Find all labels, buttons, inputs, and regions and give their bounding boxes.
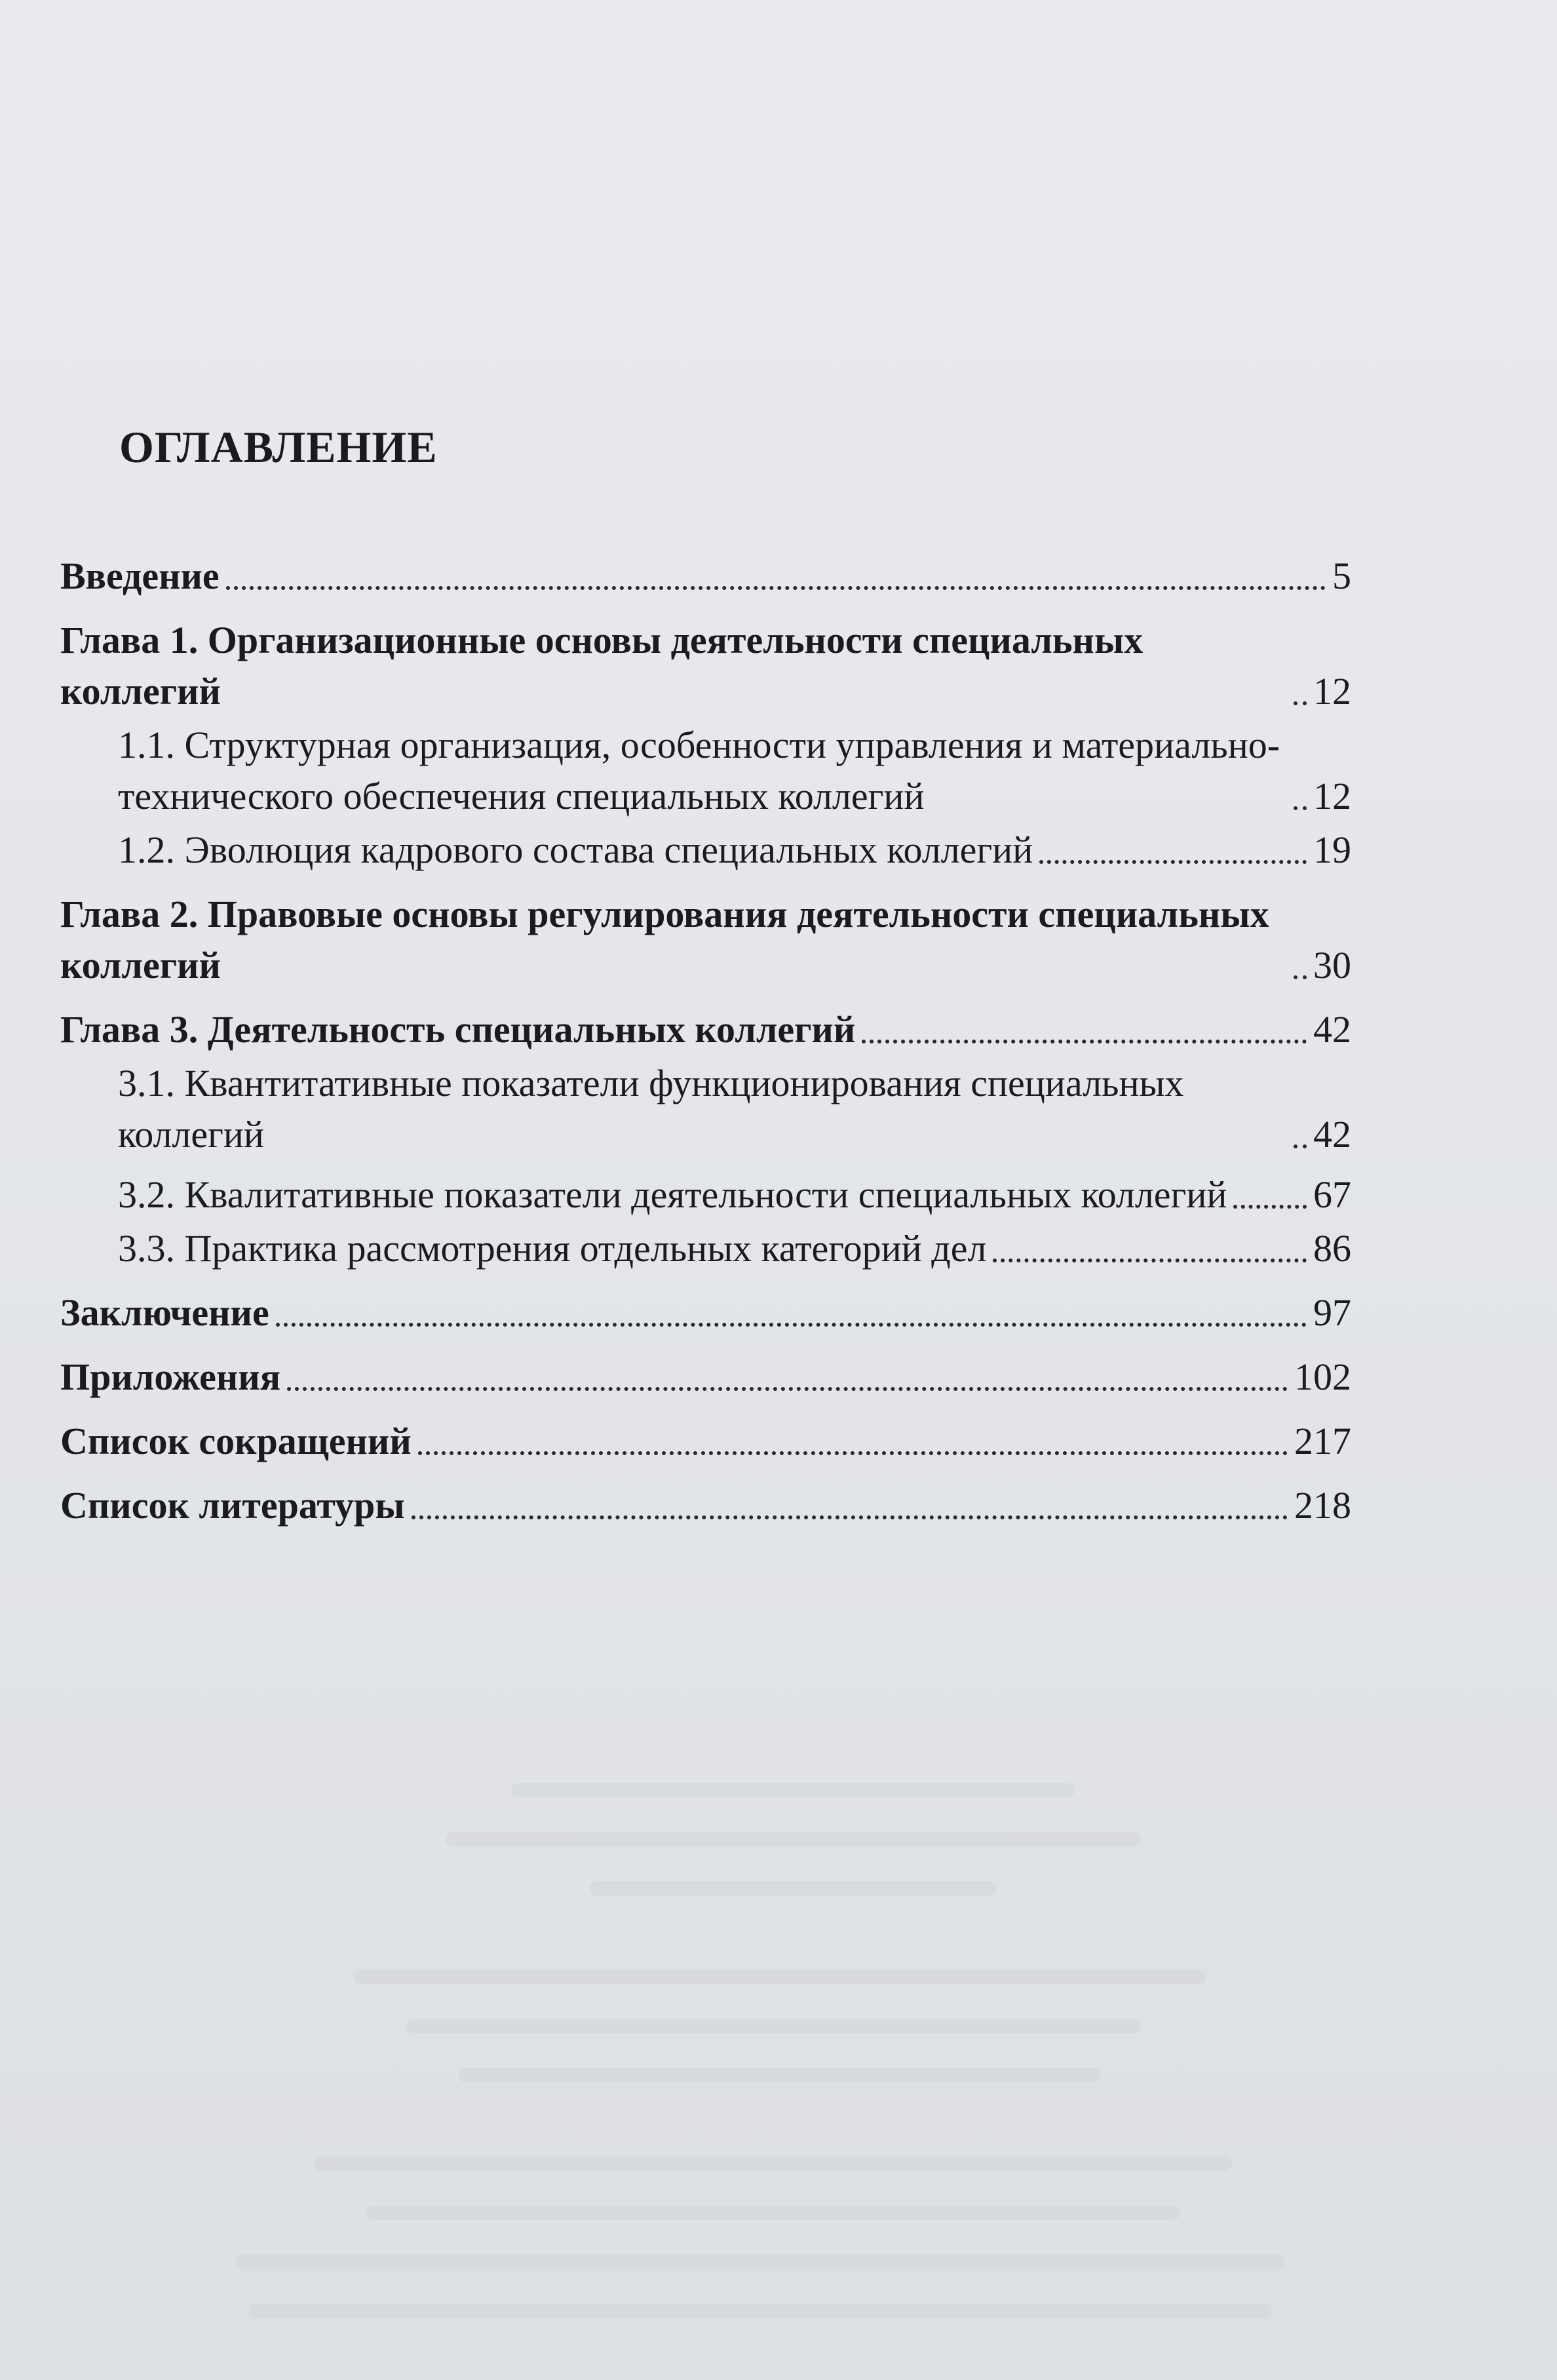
toc-entry-text: Приложения [60, 1356, 281, 1398]
toc-entry-text: Список сокращений [60, 1420, 412, 1462]
toc-entry-text: Список литературы [60, 1484, 405, 1527]
toc-entry-text: 1.1. Структурная организация, особенности управления и материально-технического обеспечения специальных коллегий [118, 724, 1280, 817]
toc-title: ОГЛАВЛЕНИЕ [119, 422, 438, 472]
toc-entry-page: 19 [1313, 829, 1351, 871]
toc-entry-page: 67 [1313, 1173, 1351, 1216]
toc-entry-text: 3.1. Квантитативные показатели функционирования специальных коллегий [118, 1062, 1184, 1156]
toc-entry-text: Глава 2. Правовые основы регулирования деятельности специальных коллегий [60, 893, 1269, 986]
toc-entry-page: 102 [1294, 1356, 1351, 1398]
toc-entry-text: 3.2. Квалитативные показатели деятельности специальных коллегий [118, 1173, 1227, 1216]
toc-entry-text: Заключение [60, 1291, 269, 1334]
toc-entry-page: 42 [1313, 1008, 1351, 1051]
toc-entry-page: 42 [1313, 1113, 1351, 1156]
toc-entry-page: 12 [1313, 775, 1351, 817]
toc-entry-text: 3.3. Практика рассмотрения отдельных категорий дел [118, 1227, 987, 1270]
toc-entry-page: 217 [1294, 1420, 1351, 1462]
toc-entry-page: 218 [1294, 1484, 1351, 1527]
toc-entry-page: 86 [1313, 1227, 1351, 1270]
toc-entry-page: 12 [1313, 670, 1351, 712]
toc-entry-page: 5 [1332, 555, 1351, 597]
toc-entry-text: 1.2. Эволюция кадрового состава специальных коллегий [118, 829, 1033, 871]
toc-entry-text: Глава 3. Деятельность специальных коллегий [60, 1008, 856, 1051]
toc-entry-page: 97 [1313, 1291, 1351, 1334]
toc-entry-text: Введение [60, 555, 220, 597]
toc-entry-text: Глава 1. Организационные основы деятельности специальных коллегий [60, 619, 1144, 712]
toc-entry-page: 30 [1313, 944, 1351, 986]
